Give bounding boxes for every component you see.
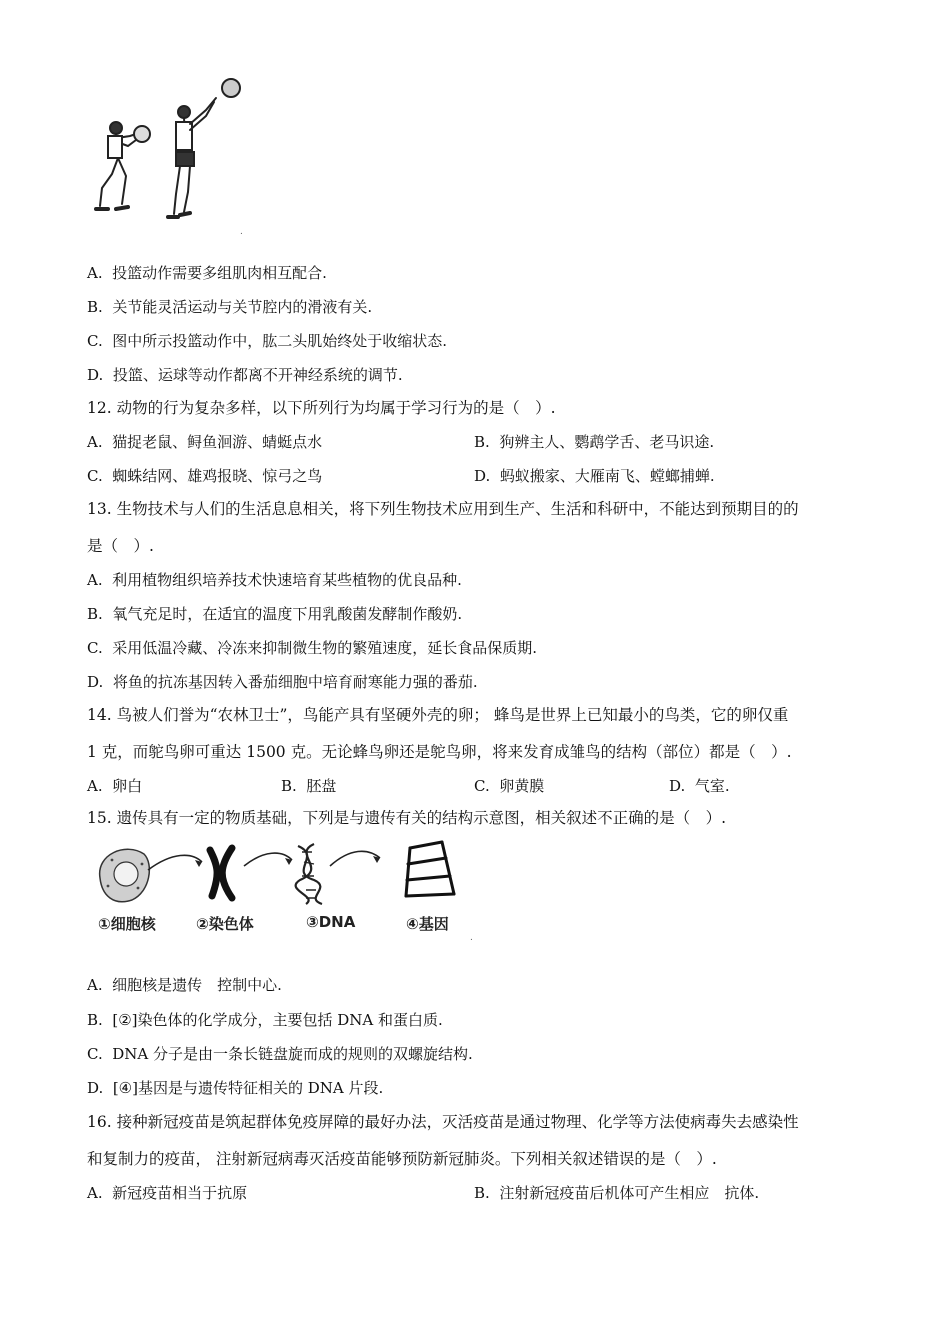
option-text: 新冠疫苗相当于抗原 <box>112 1184 248 1202</box>
option-text: 细胞核是遗传 控制中心. <box>112 976 282 994</box>
q13-option-b[interactable] <box>87 604 462 624</box>
option-key: D. <box>669 777 686 795</box>
option-text: 图中所示投篮动作中，肱二头肌始终处于收缩状态. <box>112 332 448 350</box>
q12-option-a[interactable] <box>87 432 322 452</box>
option-key: D. <box>474 467 491 485</box>
q13-option-d[interactable] <box>87 672 478 692</box>
option-key: B. <box>281 777 297 795</box>
q14-option-d[interactable] <box>669 776 730 796</box>
option-text: 胚盘 <box>306 777 337 795</box>
option-text: 蚂蚁搬家、大雁南飞、螳螂捕蝉. <box>499 467 715 485</box>
q12-option-d[interactable] <box>474 466 715 486</box>
option-key: B. <box>474 433 490 451</box>
q15-option-c[interactable] <box>87 1044 473 1064</box>
option-key: D. <box>87 366 104 384</box>
figure-label-nucleus: ①细胞核 <box>98 915 156 933</box>
option-key: B. <box>87 1011 103 1029</box>
heredity-structures-figure <box>92 838 482 908</box>
option-text: 关节能灵活运动与关节腔内的滑液有关. <box>112 298 373 316</box>
figure-label-dna: ③DNA <box>306 913 356 931</box>
figure-mark: . <box>240 227 243 237</box>
option-text: 猫捉老鼠、鲟鱼洄游、蜻蜓点水 <box>112 433 323 451</box>
q12-option-b[interactable] <box>474 432 714 452</box>
q15-option-a[interactable] <box>87 975 282 995</box>
option-text: 卵白 <box>112 777 143 795</box>
q12-stem: 12. 动物的行为复杂多样，以下所列行为均属于学习行为的是（ ）. <box>87 399 556 417</box>
q16-stem-line2: 和复制力的疫苗， 注射新冠病毒灭活疫苗能够预防新冠肺炎。下列相关叙述错误的是（ ）. <box>87 1150 717 1168</box>
q16-option-a[interactable] <box>87 1183 247 1203</box>
q14-stem-line1: 14. 鸟被人们誉为“农林卫士”，鸟能产具有坚硬外壳的卵； 蜂鸟是世界上已知最小的鸟类，它的卵仅重 <box>87 706 789 724</box>
option-text: 狗辨主人、鹦鹉学舌、老马识途. <box>499 433 715 451</box>
option-key: C. <box>87 467 103 485</box>
option-key: A. <box>87 777 103 795</box>
option-text: 气室. <box>694 777 730 795</box>
option-key: C. <box>474 777 490 795</box>
q11-option-d[interactable] <box>87 365 403 385</box>
figure-label-chromosome: ②染色体 <box>196 915 254 933</box>
option-text: 投篮动作需要多组肌肉相互配合. <box>112 264 327 282</box>
q13-stem-line2: 是（ ）. <box>87 537 154 555</box>
option-key: A. <box>87 571 103 589</box>
q14-stem-line2: 1 克，而鸵鸟卵可重达 1500 克。无论蜂鸟卵还是鸵鸟卵，将来发育成雏鸟的结构（部位）都是（ ）. <box>87 743 792 761</box>
option-key: B. <box>87 298 103 316</box>
option-key: A. <box>87 433 103 451</box>
q15-option-d[interactable] <box>87 1078 383 1098</box>
q16-option-b[interactable] <box>474 1183 759 1203</box>
option-text: [②]染色体的化学成分，主要包括 DNA 和蛋白质. <box>112 1011 443 1029</box>
q13-option-a[interactable] <box>87 570 462 590</box>
q14-option-c[interactable] <box>474 776 544 796</box>
option-key: A. <box>87 1184 103 1202</box>
q11-option-a[interactable] <box>87 263 327 283</box>
q11-option-c[interactable] <box>87 331 447 351</box>
basketball-players-figure <box>88 76 248 231</box>
cell-nucleus-drawing <box>100 849 150 901</box>
option-text: 氧气充足时，在适宜的温度下用乳酸菌发酵制作酸奶. <box>112 605 463 623</box>
option-text: [④]基因是与遗传特征相关的 DNA 片段. <box>112 1079 384 1097</box>
option-key: A. <box>87 976 103 994</box>
option-key: A. <box>87 264 103 282</box>
option-text: 将鱼的抗冻基因转入番茄细胞中培育耐寒能力强的番茄. <box>112 673 478 691</box>
option-text: 蜘蛛结网、雄鸡报晓、惊弓之鸟 <box>112 467 323 485</box>
option-key: C. <box>87 1045 103 1063</box>
option-text: 利用植物组织培养技术快速培育某些植物的优良品种. <box>112 571 462 589</box>
option-text: 采用低温冷藏、冷冻来抑制微生物的繁殖速度，延长食品保质期. <box>112 639 538 657</box>
option-text: 注射新冠疫苗后机体可产生相应 抗体. <box>499 1184 760 1202</box>
option-text: 投篮、运球等动作都离不开神经系统的调节. <box>112 366 403 384</box>
option-key: C. <box>87 332 103 350</box>
q11-option-b[interactable] <box>87 297 372 317</box>
q13-option-c[interactable] <box>87 638 537 658</box>
q15-stem: 15. 遗传具有一定的物质基础，下列是与遗传有关的结构示意图，相关叙述不正确的是（ ）. <box>87 809 727 827</box>
option-key: B. <box>474 1184 490 1202</box>
option-text: DNA 分子是由一条长链盘旋而成的规则的双螺旋结构. <box>112 1045 473 1063</box>
q12-option-c[interactable] <box>87 466 322 486</box>
q13-stem-line1: 13. 生物技术与人们的生活息息相关，将下列生物技术应用到生产、生活和科研中，不能达到预期目的的 <box>87 500 799 518</box>
figure-mark: . <box>470 933 473 943</box>
q14-option-b[interactable] <box>281 776 336 796</box>
q16-stem-line1: 16. 接种新冠疫苗是筑起群体免疫屏障的最好办法，灭活疫苗是通过物理、化学等方法使病毒失去感染性 <box>87 1113 799 1131</box>
figure-label-gene: ④基因 <box>406 915 449 933</box>
option-key: D. <box>87 673 104 691</box>
option-text: 卵黄膜 <box>499 777 545 795</box>
option-key: C. <box>87 639 103 657</box>
option-key: D. <box>87 1079 104 1097</box>
option-key: B. <box>87 605 103 623</box>
q15-option-b[interactable] <box>87 1010 443 1030</box>
q14-option-a[interactable] <box>87 776 142 796</box>
